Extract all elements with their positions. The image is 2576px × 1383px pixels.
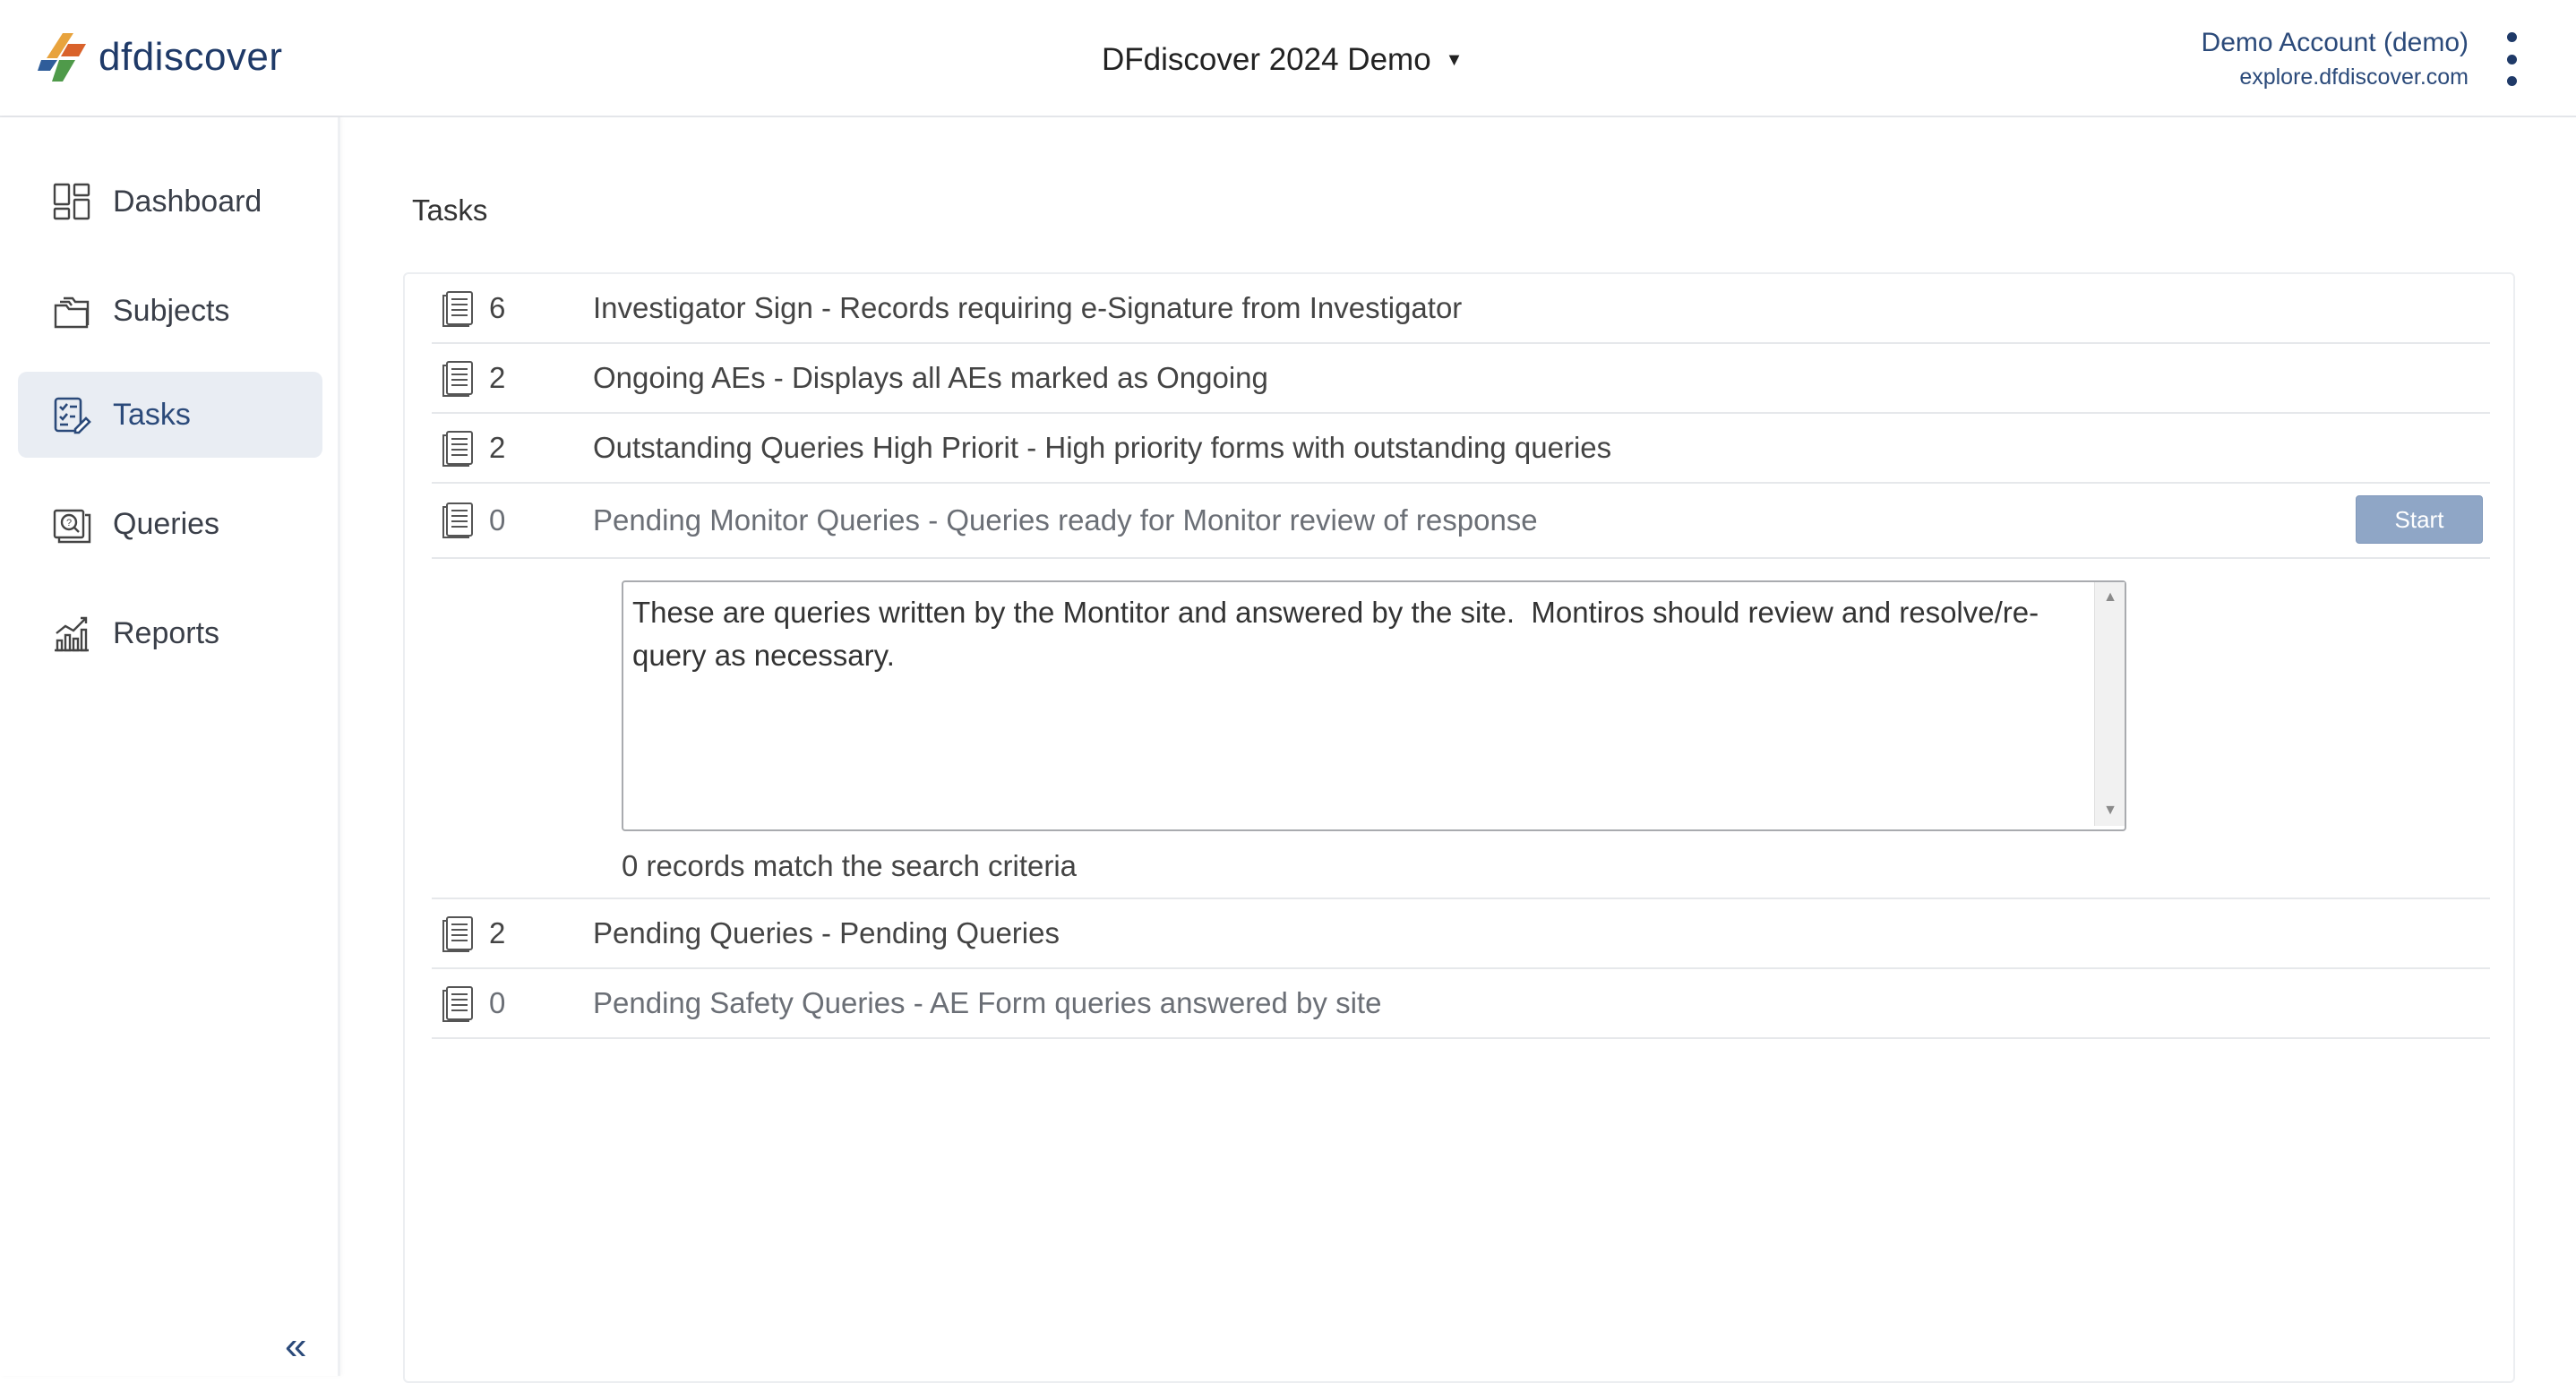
sidebar-item-dashboard[interactable]: [18, 159, 322, 245]
sidebar: [0, 117, 340, 1376]
start-task-button[interactable]: Start: [2356, 495, 2483, 544]
sidebar-item-label: Queries: [113, 506, 220, 541]
document-icon: [441, 502, 475, 539]
account-host: explore.dfdiscover.com: [2239, 64, 2469, 90]
task-title: Ongoing AEs - Displays all AEs marked as Ongoing: [593, 361, 1268, 394]
app-header: [0, 0, 2576, 117]
task-list-panel: [403, 272, 2515, 1383]
study-selector[interactable]: [1102, 38, 1463, 82]
document-icon: [441, 290, 475, 328]
task-count: 6: [489, 291, 506, 324]
task-description-textarea[interactable]: [622, 580, 2126, 831]
task-row[interactable]: [432, 899, 2490, 969]
task-row[interactable]: [432, 344, 2490, 414]
svg-text:?: ?: [66, 518, 73, 528]
more-menu-icon[interactable]: [2503, 32, 2520, 86]
sidebar-item-label: Reports: [113, 615, 220, 650]
document-icon: [441, 360, 475, 398]
sidebar-item-tasks[interactable]: [18, 372, 322, 458]
reports-icon: [52, 614, 91, 653]
sidebar-item-queries[interactable]: [18, 481, 322, 567]
study-name: DFdiscover 2024 Demo: [1102, 42, 1431, 77]
account-info[interactable]: [2202, 25, 2469, 93]
page-title: Tasks: [412, 193, 488, 227]
scroll-up-icon[interactable]: ▲: [2103, 589, 2117, 605]
task-row[interactable]: [432, 969, 2490, 1039]
document-icon: [441, 985, 475, 1023]
logo-text: dfdiscover: [99, 35, 283, 79]
task-count: 2: [489, 361, 506, 394]
task-row-expanded[interactable]: [432, 484, 2490, 559]
task-title: Investigator Sign - Records requiring e-Signature from Investigator: [593, 291, 1463, 324]
task-count: 0: [489, 503, 506, 537]
subjects-icon: [52, 291, 91, 331]
scroll-down-icon[interactable]: ▼: [2103, 803, 2117, 818]
task-title: Outstanding Queries High Priorit - High priority forms with outstanding queries: [593, 431, 1612, 464]
task-title: Pending Queries - Pending Queries: [593, 916, 1060, 949]
account-name: Demo Account (demo): [2201, 28, 2469, 57]
document-icon: [441, 430, 475, 468]
tasks-icon: [52, 395, 91, 434]
document-icon: [441, 915, 475, 953]
sidebar-item-label: Subjects: [113, 293, 230, 328]
task-title: Pending Monitor Queries - Queries ready for Monitor review of response: [593, 503, 1538, 537]
task-row[interactable]: [432, 414, 2490, 484]
match-count-text: 0 records match the search criteria: [622, 849, 1078, 882]
sidebar-item-subjects[interactable]: [18, 268, 322, 354]
task-row[interactable]: [432, 274, 2490, 344]
dashboard-icon: [52, 182, 91, 221]
queries-icon: [52, 504, 91, 544]
description-wrapper: [622, 580, 2126, 831]
task-count: 2: [489, 431, 506, 464]
collapse-sidebar-icon[interactable]: «: [285, 1324, 307, 1368]
task-count: 0: [489, 986, 506, 1019]
task-title: Pending Safety Queries - AE Form queries answered by site: [593, 986, 1382, 1019]
app-logo[interactable]: [36, 30, 283, 84]
sidebar-item-label: Tasks: [113, 397, 191, 432]
task-count: 2: [489, 916, 506, 949]
task-details: [432, 561, 2490, 899]
caret-down-icon: ▼: [1445, 49, 1464, 70]
dfdiscover-logo-icon: [36, 31, 88, 83]
textarea-scrollbar[interactable]: [2094, 582, 2125, 826]
sidebar-item-label: Dashboard: [113, 184, 262, 219]
sidebar-item-reports[interactable]: [18, 590, 322, 676]
